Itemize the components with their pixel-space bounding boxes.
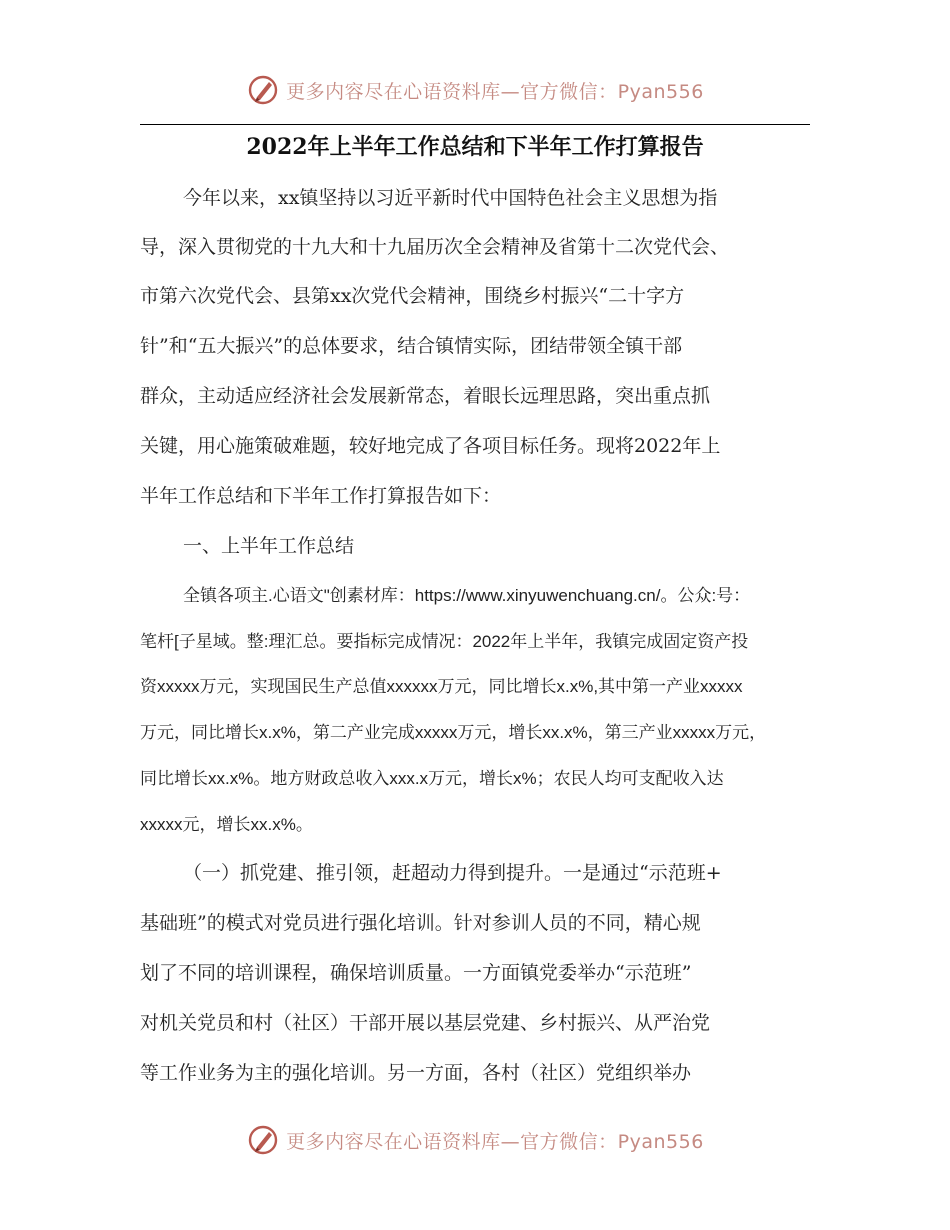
pen-logo-icon [246,73,280,107]
document-title: 2022年上半年工作总结和下半年工作打算报告 [246,134,704,160]
text-line: 导，深入贯彻党的十九大和十九届历次全会精神及省第十二次党代会、 [140,236,730,258]
text-line: 市第六次党代会、县第xx次党代会精神，围绕乡村振兴“二十字方 [140,285,685,307]
text-line: 基础班”的模式对党员进行强化培训。针对参训人员的不同，精心规 [140,912,701,934]
text-line: 针”和“五大振兴”的总体要求，结合镇情实际，团结带领全镇干部 [140,335,683,357]
header-rule [140,124,810,125]
watermark-text: 更多内容尽在心语资料库—官方微信：Pyan556 [286,80,704,103]
pen-logo-icon [246,1123,280,1157]
text-line: 等工作业务为主的强化培训。另一方面，各村（社区）党组织举办 [140,1062,692,1084]
watermark-banner-bottom [0,1120,950,1160]
text-line: 资xxxxx万元，实现国民生产总值xxxxxx万元，同比增长x.x%,其中第一产业xxxxx [140,677,743,696]
text-line: 划了不同的培训课程，确保培训质量。一方面镇党委举办“示范班” [140,962,692,984]
text-line: 同比增长xx.x%。地方财政总收入xxx.x万元，增长x%；农民人均可支配收入达 [140,769,724,788]
text-line: 笔杆[子星域。整:理汇总。要指标完成情况：2022年上半年，我镇完成固定资产投 [140,632,749,651]
text-line: 全镇各项主.心语文"创素材库：https://www.xinyuwenchuang.cn/。公众:号： [183,586,751,605]
text-line: （一）抓党建、推引领，赶超动力得到提升。一是通过“示范班+ [183,862,722,884]
text-line: 万元，同比增长x.x%，第二产业完成xxxxx万元，增长xx.x%，第三产业xxxxx万元， [140,723,767,742]
text-line: 关键，用心施策破难题，较好地完成了各项目标任务。现将2022年上 [140,435,721,457]
text-line: 对机关党员和村（社区）干部开展以基层党建、乡村振兴、从严治党 [140,1012,711,1034]
watermark-banner-top [0,70,950,110]
watermark-text: 更多内容尽在心语资料库—官方微信：Pyan556 [286,1130,704,1153]
section-heading: 一、上半年工作总结 [183,535,355,557]
text-line: 群众，主动适应经济社会发展新常态，着眼长远理思路，突出重点抓 [140,385,711,407]
text-line: 今年以来，xx镇坚持以习近平新时代中国特色社会主义思想为指 [183,187,718,209]
text-line: xxxxx元，增长xx.x%。 [140,815,313,834]
text-line: 半年工作总结和下半年工作打算报告如下： [140,485,502,507]
